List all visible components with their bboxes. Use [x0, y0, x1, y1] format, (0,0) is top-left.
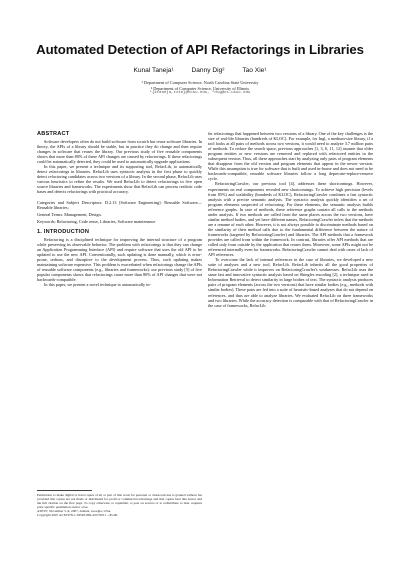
general-terms-line: General Terms: Management, Design.: [37, 211, 102, 217]
author-name: Danny Dig²: [191, 67, 225, 74]
affiliation-line: ² Department of Computer Science, University of Illinois: [150, 85, 250, 91]
permission-text: Permission to make digital or hard copies of all or part of this work for personal or classroom use is granted without fee provided that copies are not made or distributed for profit or commercial advantage and that copies bear this notice and the full citation on the first page. To copy otherwise, to republish, to post on servers or to redistribute to lists, requires prior specific permission and/or a fee.: [37, 493, 202, 510]
affiliation-line: ¹ Department of Computer Science, North Carolina State University: [141, 80, 259, 85]
affiliations: [0, 80, 400, 97]
permission-notice: [37, 493, 202, 518]
abstract-heading: ABSTRACT: [37, 131, 70, 137]
right-column: [208, 131, 373, 308]
body-paragraph: RefactoringCrawler, our previous tool [4], addresses these shortcomings. However, experiments on real components revealed new shortcomings. To achieve high precision (levels from 85%) and scalability (hundreds of KLOC), RefactoringCrawler combines a fast syntactic analysis with a precise semantic analysis. The syntactic analysis quickly identifies a set of program elements suspected of refactoring. For these elements, the semantic analysis builds reference graphs. In case of methods, these reference graphs contain all calls to the methods under analysis. If two methods are called from the same places across the two versions, have similar method bodies, and yet have different names, RefactoringCrawler infers that the methods are a rename of each other. However, it is not always possible to discriminate methods based on the similarity of their method calls due to the fundamental difference between the nature of frameworks (targeted by RefactoringCrawler) and libraries. The API methods that a framework provides are called from within the framework. In contrast, libraries offer API methods that are called only from outside by the application that reuses them. Moreover, some APIs might not be referenced internally even for frameworks. RefactoringCrawler cannot deal with cases of lack of API references.: [208, 181, 373, 258]
left-column: [37, 131, 202, 287]
paper-title: Automated Detection of API Refactorings in Libraries: [36, 42, 364, 57]
intro-paragraph: Refactoring is a disciplined technique for improving the internal structure of a program while preserving its observable behavior. The problem with refactorings is that they can change an Application Programming Interface (API) and require software that uses the old API to be updated to use the new API. Conventionally, such updating is done manually, which is error-prone, tedious, and disruptive to the development process. Thus, such updating makes maintaining software expensive. This problem is exacerbated when refactorings change the APIs of reusable software components (e.g., libraries and frameworks): our previous study [5] of five popular components shows that refactorings cause more than 80% of API changes that were not backwards-compatible.: [37, 236, 202, 283]
author-name: Tao Xie¹: [242, 67, 267, 74]
categories-line: Categories and Subject Descriptors: D.2.13 [Software Engineering]: Reusable Software—Reusable libraries;: [37, 199, 202, 210]
intro-paragraph: In this paper, we present a novel technique to automatically in-: [44, 282, 151, 288]
introduction-heading: 1. INTRODUCTION: [37, 228, 90, 235]
keywords-line: Keywords: Refactoring, Code reuse, Libraries, Software maintenance: [37, 218, 156, 224]
abstract-paragraph: Software developers often do not build software from scratch but reuse software libraries. In theory, the APIs of a library should be stable, but in practice they do change and then require changes in software that reuses the library. Our previous study of five reusable components shows that more than 80% of these API changes are caused by refactorings. If these refactorings could be automatically detected, they could be used to automatically upgrade applications.: [37, 139, 202, 165]
author-emails: ¹{ktaneja,txie}@ncsu.edu, ²dig@cs.uiuc.edu: [149, 91, 251, 96]
copyright-line: Copyright 2007 ACM 978-1-59593-882-4/07/0011 ...$5.00.: [37, 513, 118, 518]
body-paragraph: To overcome the lack of internal references in the case of libraries, we developed a new suite of analyses and a new tool, RefacLib. RefacLib inherits all the good properties of RefactoringCrawler while it improves on RefactoringCrawler's weaknesses. RefacLib uses the same fast and innovative syntactic analysis based on Shingles encoding [2], a technique used in Information Retrieval to detect similarity in large bodies of text. The syntactic analysis produces pairs of program elements (across the two versions) that have similar bodies (e.g., methods with similar bodies). These pairs are fed into a suite of heuristic-based analyses that do not depend on references, and thus are able to analyze libraries. We evaluated RefacLib on three frameworks and two libraries. While the accuracy detection is comparable with that of RefactoringCrawler in the case of frameworks, RefacLib: [208, 257, 373, 308]
author-name: Kunal Taneja¹: [133, 67, 174, 74]
venue-line: ASE'07, November 5–9, 2007, Atlanta, Georgia, USA.: [37, 509, 112, 514]
footnote-rule: [37, 490, 92, 491]
author-list: [0, 67, 400, 74]
body-paragraph: fer refactorings that happened between two versions of a library. One of the key challenges is the size of real-life libraries (hundreds of KLOC). For example, for Ingl, a medium-size library, if a tool looks at all pairs of methods across two versions, it would need to analyze 3.7 million pairs of methods. To reduce the search space, previous approaches [1, 3, 6, 11, 12] assume that older program entities or new versions are removed and replaced with refactored entities in the subsequent version. Thus, all these approaches start by analyzing only pairs of program elements that disappear from the old version and program elements that appear in the newer version. While this assumption is true for software that is built and used in-house and does not need to be backwards-compatible, reusable software libraries follow a long deprecate-replace-remove cycle.: [208, 131, 373, 182]
abstract-paragraph: In this paper, we present a technique and its supporting tool, RefacLib, to automatically detect refactorings in libraries. RefacLib uses syntactic analysis in the first phase to quickly detect refactoring candidates across two versions of a library. In the second phase, RefacLib uses various heuristics to refine the results. We used RefacLib to detect refactorings in five open source libraries and frameworks. The experiments show that RefacLib can process realistic code bases and detects refactorings with practical accuracy.: [37, 164, 202, 195]
